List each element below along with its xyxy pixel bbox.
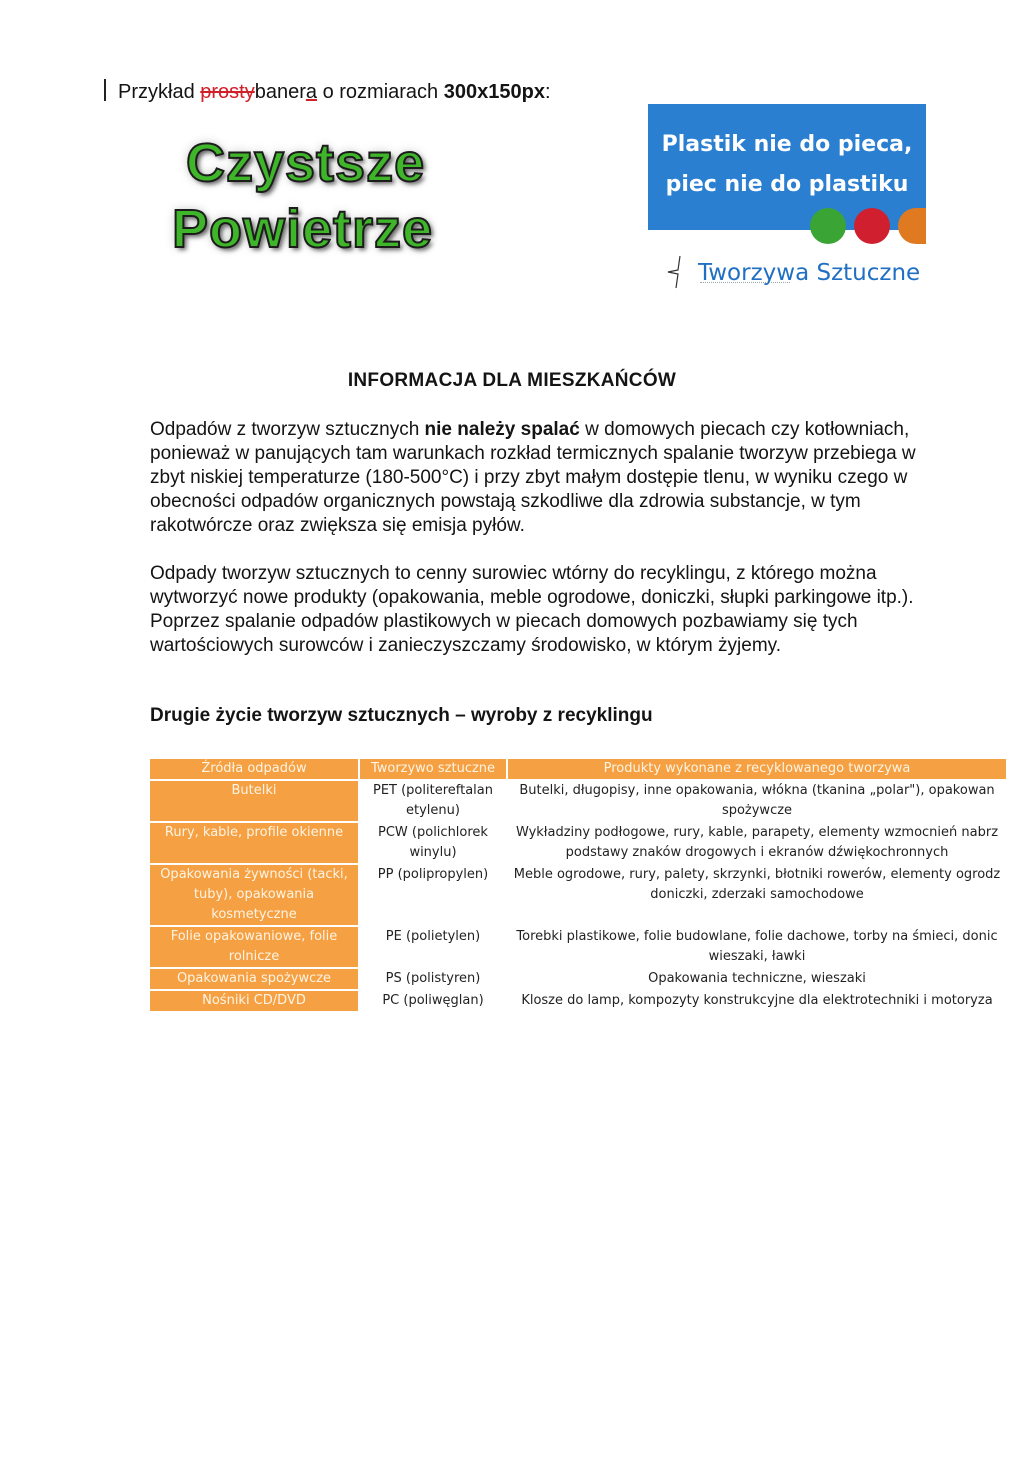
row-source: Nośniki CD/DVD — [150, 991, 358, 1011]
star-logo-icon — [666, 254, 690, 290]
row-source: Rury, kable, profile okienne — [150, 823, 358, 863]
intro-deleted-word: prosty — [200, 81, 255, 103]
brand-tagline-dots — [700, 282, 790, 287]
banner-line-2: Powietrze — [172, 199, 434, 259]
row-products-line-2: wieszaki, ławki — [708, 949, 806, 964]
table-row — [150, 781, 1006, 821]
intro-line — [104, 78, 551, 106]
row-material: PE (polietylen) — [385, 929, 481, 944]
paragraph-1-emphasis: nie należy spalać — [424, 419, 580, 440]
header-source: Źródła odpadów — [150, 759, 358, 779]
intro-colon: : — [544, 81, 551, 103]
table-header-row — [150, 759, 1006, 779]
row-products-line-1: Torebki plastikowe, folie budowlane, folie dachowe, torby na śmieci, donic — [516, 929, 998, 944]
row-material: PP (polipropylen) — [377, 867, 489, 882]
recycling-table — [150, 757, 1006, 1013]
banner-slogan-line-1: Plastik nie do pieca, — [661, 132, 913, 157]
table-row — [150, 991, 1006, 1011]
table-row — [150, 865, 1006, 925]
paragraph-1-start: Odpadów z tworzyw sztucznych — [150, 419, 425, 440]
table-row — [150, 969, 1006, 989]
row-source: Opakowania spożywcze — [150, 969, 358, 989]
row-products — [508, 865, 1006, 925]
row-products-line-2: spożywcze — [721, 803, 793, 818]
banner-czystsze-powietrze — [150, 128, 480, 278]
banner-blue-box — [648, 104, 926, 230]
row-products: Klosze do lamp, kompozyty konstrukcyjne dla elektrotechniki i motoryza — [521, 993, 993, 1008]
page-heading: INFORMACJA DLA MIESZKAŃCÓW — [347, 370, 677, 391]
row-products — [508, 927, 1006, 967]
paragraph-1 — [150, 418, 920, 538]
row-material: PC (poliwęglan) — [382, 993, 484, 1008]
row-products-line-2: doniczki, zderzaki samochodowe — [650, 887, 864, 902]
banner-tworzywa-sztuczne — [648, 104, 926, 304]
header-products: Produkty wykonane z recyklowanego tworzywa — [508, 759, 1006, 779]
banner-line-1: Czystsze — [186, 133, 426, 193]
row-material: PS (polistyren) — [385, 971, 481, 986]
red-dot-icon — [854, 208, 890, 244]
paragraph-2: Odpady tworzyw sztucznych to cenny surowiec wtórny do recyklingu, z którego można wytworzyć nowe produkty (opakowania, meble ogrodowe, doniczki, słupki parkingowe itp.). Poprzez spalanie odpadów plastikowych w piecach domowych pozbawiamy się tych wartościowych surowców i zanieczyszczamy środowisko, w którym żyjemy. — [150, 563, 914, 656]
intro-rest: o rozmiarach — [317, 81, 444, 103]
row-products-line-1: Wykładziny podłogowe, rury, kable, parapety, elementy wzmocnień nabrz — [515, 825, 999, 840]
green-dot-icon — [810, 208, 846, 244]
row-products: Opakowania techniczne, wieszaki — [648, 971, 866, 986]
intro-inserted-letter: a — [305, 81, 318, 103]
intro-prefix: Przykład — [118, 81, 195, 103]
banner-slogan-line-2: piec nie do plastiku — [665, 172, 909, 197]
row-products-line-1: Butelki, długopisy, inne opakowania, włókna (tkanina „polar"), opakowan — [519, 783, 995, 798]
row-material: PET (politereftalan etylenu) — [372, 783, 493, 818]
row-material: PCW (polichlorek winylu) — [378, 825, 488, 860]
header-material: Tworzywo sztuczne — [360, 759, 506, 779]
row-products-line-1: Meble ogrodowe, rury, palety, skrzynki, błotniki rowerów, elementy ogrodz — [513, 867, 1001, 882]
row-source: Opakowania żywności (tacki, tuby), opakowania kosmetyczne — [150, 865, 358, 925]
row-products — [508, 781, 1006, 821]
section-heading: Drugie życie tworzyw sztucznych – wyroby z recyklingu — [150, 705, 653, 726]
orange-dot-icon — [898, 208, 926, 244]
intro-word: baner — [254, 81, 306, 103]
intro-size: 300x150px — [443, 81, 545, 103]
text-cursor — [104, 79, 106, 101]
row-source: Folie opakowaniowe, folie rolnicze — [150, 927, 358, 967]
table-row — [150, 823, 1006, 863]
row-source: Butelki — [150, 781, 358, 821]
paragraph-1-end: w domowych piecach czy kotłowniach, ponieważ w panujących tam warunkach rozkład termicznych spalanie tworzyw przebiega w zbyt niskiej temperaturze (180-500°C) i przy zbyt małym dostępie tlenu, w wyniku czego w obecności odpadów organicznych powstają szkodliwe dla zdrowia substancje, w tym rakotwórcze oraz zwiększa się emisja pyłów. — [150, 419, 916, 536]
row-products-line-2: podstawy znaków drogowych i ekranów dźwiękochronnych — [565, 845, 949, 860]
brand-name: Tworzywa Sztuczne — [698, 260, 921, 286]
table-row — [150, 927, 1006, 967]
row-products — [508, 823, 1006, 863]
